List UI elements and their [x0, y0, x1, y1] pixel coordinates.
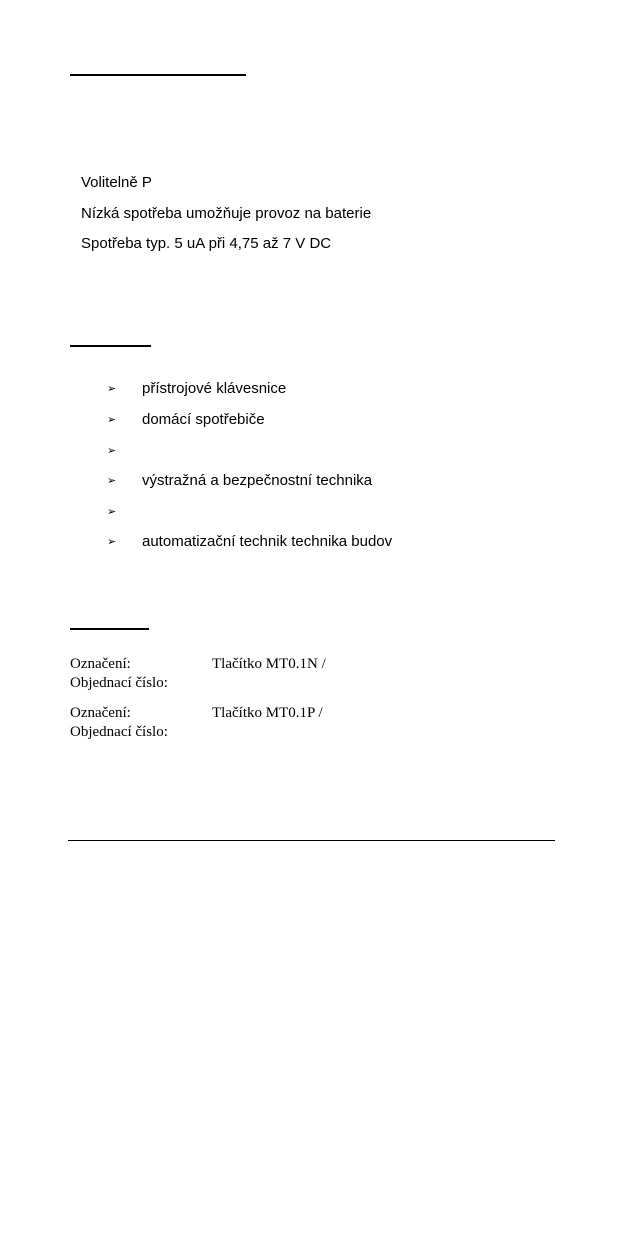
section-rule-ordering — [70, 628, 149, 630]
section-rule-top — [70, 74, 246, 76]
list-item: automatizační technik technika budov — [142, 533, 393, 550]
bullet-arrow-icon: ➢ — [107, 474, 117, 487]
feature-line-1: Volitelně P — [81, 174, 152, 191]
list-item: výstražná a bezpečnostní technika — [142, 472, 373, 489]
list-item: přístrojové klávesnice — [142, 380, 287, 397]
feature-line-2: Nízká spotřeba umožňuje provoz na baterie — [81, 205, 372, 222]
section-rule-applications — [70, 345, 151, 347]
bullet-arrow-icon: ➢ — [107, 382, 117, 395]
bullet-arrow-icon: ➢ — [107, 505, 117, 518]
list-item: domácí spotřebiče — [142, 411, 265, 428]
designation-label: Označení: — [70, 656, 131, 672]
order-number-label: Objednací číslo: — [70, 724, 168, 740]
footer-rule — [68, 840, 555, 841]
bullet-arrow-icon: ➢ — [107, 413, 117, 426]
bullet-arrow-icon: ➢ — [107, 444, 117, 457]
designation-value: Tlačítko MT0.1N / — [212, 656, 326, 672]
designation-value: Tlačítko MT0.1P / — [212, 705, 323, 721]
designation-label: Označení: — [70, 705, 131, 721]
order-number-label: Objednací číslo: — [70, 675, 168, 691]
bullet-arrow-icon: ➢ — [107, 535, 117, 548]
feature-line-3: Spotřeba typ. 5 uA při 4,75 až 7 V DC — [81, 235, 332, 252]
